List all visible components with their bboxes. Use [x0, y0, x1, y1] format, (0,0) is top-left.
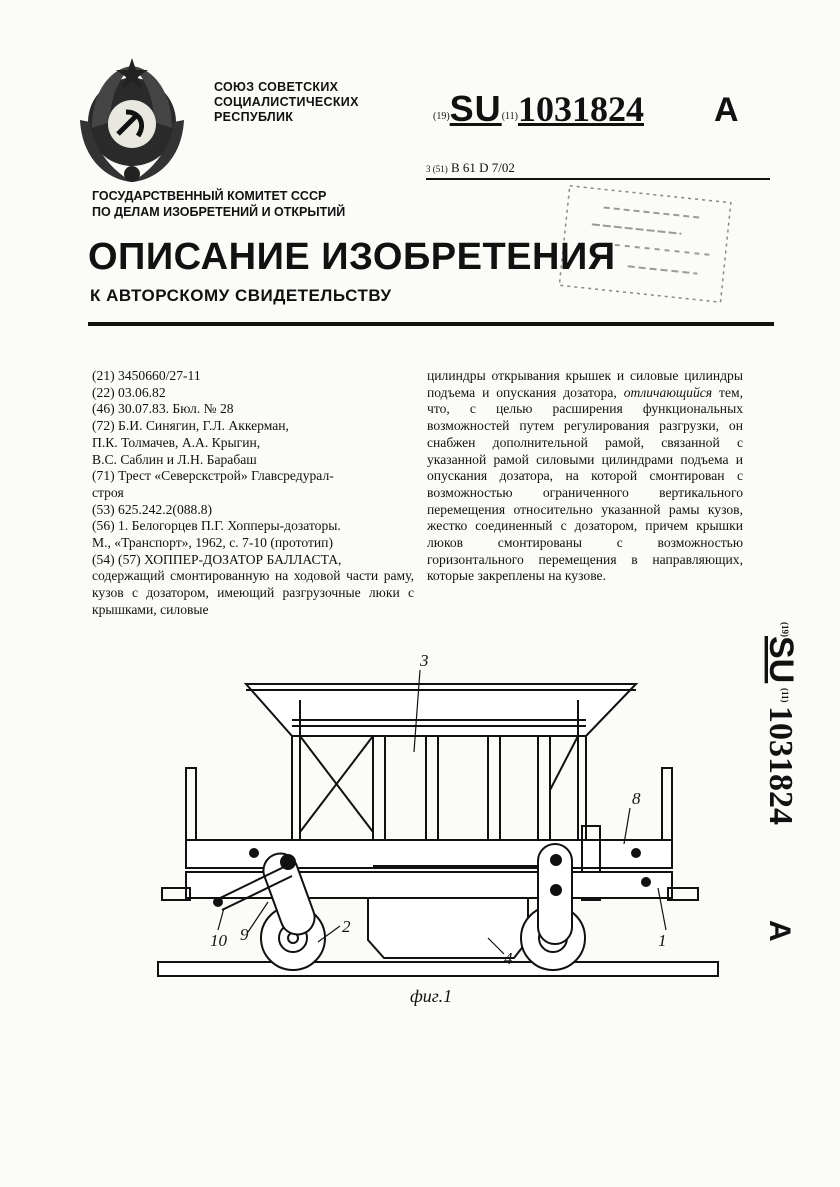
biblio-line: (54) (57) ХОППЕР-ДОЗАТОР БАЛЛАСТА,: [92, 551, 342, 567]
label-4: 4: [504, 949, 513, 968]
label-8: 8: [632, 789, 641, 808]
label-3: 3: [420, 651, 429, 670]
label-2: 2: [342, 917, 351, 936]
claim-right: [427, 368, 743, 585]
document-subtitle: К АВТОРСКОМУ СВИДЕТЕЛЬСТВУ: [90, 286, 392, 305]
ipc-prefix: 3 (51): [426, 164, 448, 174]
label-1: 1: [658, 931, 667, 950]
country-code-label: (19): [433, 111, 450, 122]
ussr-emblem: [62, 50, 202, 190]
biblio-line: М., «Транспорт», 1962, с. 7-10 (прототип): [92, 535, 333, 551]
publication-number: [433, 88, 739, 130]
side-publication-number: [752, 620, 800, 970]
document-title: ОПИСАНИЕ ИЗОБРЕТЕНИЯ: [88, 236, 616, 278]
side-number: 1031824: [762, 706, 799, 825]
patent-number: 1031824: [517, 89, 644, 129]
lower-frame: [186, 872, 672, 898]
side-country: SU: [762, 636, 800, 684]
biblio-line: (56) 1. Белогорцев П.Г. Хопперы-дозаторы.: [92, 518, 341, 534]
label-9: 9: [240, 925, 249, 944]
ipc-classification: [426, 160, 770, 180]
union-line: СОЦИАЛИСТИЧЕСКИХ: [214, 95, 359, 109]
biblio-line: (71) Трест «Северскстрой» Главсредурал-: [92, 468, 334, 484]
union-line: СОЮЗ СОВЕТСКИХ: [214, 80, 339, 94]
header-rule: [88, 322, 774, 326]
committee-line: ГОСУДАРСТВЕННЫЙ КОМИТЕТ СССР: [92, 189, 327, 203]
claim-text: тем, что, с целью расширения функциональных возможностей путем регулирования разгрузки, он снабжен дополнительной рамой, связанной с указанной рамой силовыми цилиндрами подъема и опускания дозатора, на которой смонтирован с возможностью ограниченного вертикального перемещения относительно указанной рамы кузов, жестко соединенный с дозатором, причем крышки люков смонтированы с возможностью горизонтального перемещения в направляющих, которые закреплены на кузове.: [427, 384, 743, 584]
side-number-label: (11): [780, 688, 790, 703]
issuing-state: [214, 80, 359, 125]
kind-code: A: [713, 91, 739, 129]
side-kind: A: [763, 920, 796, 942]
claim-text: цилиндры открывания крышек и силовые цилиндры подъема и опускания дозатора,: [427, 368, 743, 400]
biblio-line: строя: [92, 484, 124, 500]
ipc-class: B 61 D 7/02: [451, 160, 515, 175]
bibliographic-data: [92, 368, 414, 619]
claim-italic: отличающийся: [623, 384, 713, 400]
committee: [92, 188, 345, 220]
figure-caption: фиг.1: [410, 986, 453, 1006]
biblio-line: (46) 30.07.83. Бюл. № 28: [92, 401, 234, 417]
claim-left: содержащий смонтированную на ходовой части раму, кузов с дозатором, имеющий разгрузочные люки с крышками, силовые: [92, 568, 414, 617]
hopper-drawing: [158, 640, 718, 1010]
biblio-line: (53) 625.242.2(088.8): [92, 501, 213, 517]
biblio-line: (72) Б.И. Синягин, Г.Л. Аккерман,: [92, 418, 289, 434]
union-line: РЕСПУБЛИК: [214, 110, 294, 124]
biblio-line: В.С. Саблин и Л.Н. Барабаш: [92, 451, 257, 467]
country-code: SU: [449, 88, 502, 129]
biblio-line: (21) 3450660/27-11: [92, 368, 201, 383]
committee-line: ПО ДЕЛАМ ИЗОБРЕТЕНИЙ И ОТКРЫТИЙ: [92, 205, 346, 219]
biblio-line: (22) 03.06.82: [92, 384, 166, 400]
rail: [158, 962, 718, 976]
number-label: (11): [501, 111, 518, 122]
side-code-label: (19): [780, 622, 790, 637]
label-10: 10: [210, 931, 227, 950]
biblio-line: П.К. Толмачев, А.А. Крыгин,: [92, 434, 261, 450]
